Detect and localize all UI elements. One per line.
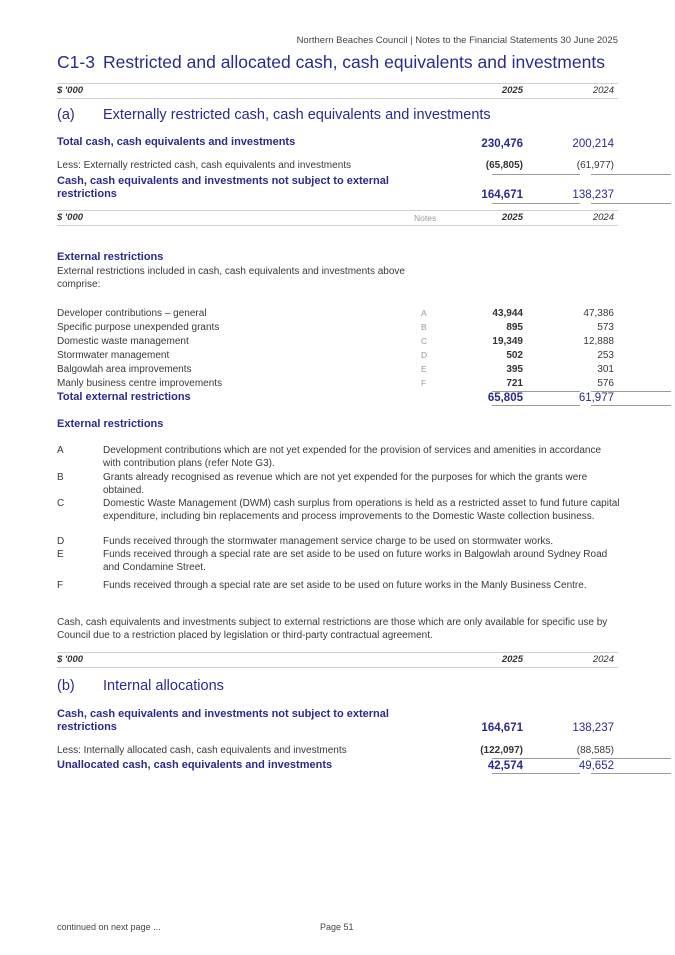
value-2025: 502 <box>506 350 523 361</box>
footnote-key: F <box>57 580 64 591</box>
footnote-text: Grants already recognised as revenue which are not yet expended for the purposes for which the grants were obtained. <box>103 472 588 496</box>
value-2024: 47,386 <box>583 308 614 319</box>
section-title: Externally restricted cash, cash equivalents and investments <box>103 107 491 123</box>
row-label: Cash, cash equivalents and investments not subject to external restrictions <box>57 708 389 733</box>
page-number: Page 51 <box>320 922 354 932</box>
note-title: Restricted and allocated cash, cash equivalents and investments <box>103 52 605 72</box>
value-2025: 164,671 <box>481 189 523 201</box>
year-prior: 2024 <box>592 654 614 665</box>
year-current: 2025 <box>501 212 523 223</box>
section-letter: (a) <box>57 107 75 123</box>
unit-label: $ '000 <box>57 654 84 665</box>
underline <box>591 758 671 759</box>
footnote-text: Funds received through a special rate are set aside to be used on future works in the Manly Business Centre. <box>103 580 587 591</box>
year-prior: 2024 <box>592 85 614 96</box>
value-2024: 49,652 <box>578 760 614 772</box>
value-2024: 138,237 <box>572 722 614 734</box>
underline <box>492 174 580 175</box>
unit-label: $ '000 <box>57 212 84 223</box>
value-2025: 43,944 <box>492 308 523 319</box>
footnotes-heading: External restrictions <box>57 418 164 430</box>
section-title: Internal allocations <box>103 678 224 694</box>
value-2024: 301 <box>597 364 614 375</box>
section-letter: (b) <box>57 678 75 694</box>
row-label: Stormwater management <box>57 350 170 361</box>
continued-note: continued on next page ... <box>57 922 161 932</box>
row-note: C <box>421 336 428 346</box>
note-number: C1-3 <box>57 52 95 72</box>
section-b-heading <box>57 678 224 694</box>
footnote-key: C <box>57 498 65 509</box>
row-label: Cash, cash equivalents and investments not subject to external restrictions <box>57 175 389 200</box>
value-2024: 200,214 <box>572 138 614 150</box>
footnote-text: Funds received through the stormwater management service charge to be used on stormwater works. <box>103 536 554 547</box>
running-header: Northern Beaches Council | Notes to the Financial Statements 30 June 2025 <box>296 35 618 46</box>
row-note: A <box>421 308 427 318</box>
notes-label: Notes <box>414 213 437 223</box>
footnote-key: B <box>57 472 64 483</box>
row-label: Total external restrictions <box>57 391 191 403</box>
section-a-heading <box>57 107 491 123</box>
row-label: Balgowlah area improvements <box>57 364 192 375</box>
footnote-text: Funds received through a special rate are set aside to be used on future works in Balgowlah around Sydney Road and Condamine Street. <box>103 549 608 573</box>
underline <box>492 203 580 204</box>
footnote-text: Domestic Waste Management (DWM) cash surplus from operations is held as a restricted asset to fund future capital expenditure, including bin replacements and process improvements to the Domestic Waste collection business. <box>103 498 620 522</box>
row-label: Domestic waste management <box>57 336 189 347</box>
value-2025: (65,805) <box>485 160 523 171</box>
value-2024: 576 <box>597 378 614 389</box>
underline <box>492 758 580 759</box>
value-2024: (61,977) <box>576 160 614 171</box>
value-2025: 230,476 <box>481 138 523 150</box>
footnote-key: D <box>57 536 65 547</box>
row-label: Unallocated cash, cash equivalents and investments <box>57 759 333 771</box>
column-header <box>57 652 618 668</box>
row-label: Developer contributions – general <box>57 308 207 319</box>
value-2024: 61,977 <box>578 392 614 404</box>
column-header <box>57 83 618 99</box>
footnote-key: E <box>57 549 64 560</box>
row-note: D <box>421 350 428 360</box>
footnote-text: Development contributions which are not yet expended for the provision of services and amenities in accordance with contribution plans (refer Note G3). <box>103 445 602 469</box>
value-2025: 65,805 <box>487 392 523 404</box>
row-note: E <box>421 364 427 374</box>
external-restrictions-intro: External restrictions included in cash, cash equivalents and investments above comprise: <box>57 266 405 290</box>
row-note: F <box>421 378 427 388</box>
underline <box>591 174 671 175</box>
year-current: 2025 <box>501 85 523 96</box>
row-label: Specific purpose unexpended grants <box>57 322 220 333</box>
underline <box>492 405 580 406</box>
unit-label: $ '000 <box>57 85 84 96</box>
year-current: 2025 <box>501 654 523 665</box>
value-2024: 12,888 <box>583 336 614 347</box>
row-label: Total cash, cash equivalents and investments <box>57 136 296 148</box>
value-2024: 253 <box>597 350 614 361</box>
value-2025: 19,349 <box>492 336 523 347</box>
row-label: Manly business centre improvements <box>57 378 223 389</box>
value-2024: (88,585) <box>576 745 614 756</box>
external-restrictions-heading: External restrictions <box>57 251 164 263</box>
year-prior: 2024 <box>592 212 614 223</box>
value-2025: 164,671 <box>481 722 523 734</box>
value-2024: 573 <box>597 322 614 333</box>
footnote-key: A <box>57 445 64 456</box>
value-2025: 721 <box>506 378 523 389</box>
page-title <box>57 52 605 73</box>
column-header <box>57 210 618 226</box>
value-2025: 42,574 <box>487 760 523 772</box>
underline <box>591 405 671 406</box>
underline <box>492 773 580 774</box>
row-label: Less: Externally restricted cash, cash equivalents and investments <box>57 160 352 171</box>
value-2025: 895 <box>506 322 523 333</box>
value-2025: (122,097) <box>480 745 523 756</box>
value-2024: 138,237 <box>572 189 614 201</box>
value-2025: 395 <box>506 364 523 375</box>
underline <box>591 203 671 204</box>
row-label: Less: Internally allocated cash, cash equivalents and investments <box>57 745 347 756</box>
row-note: B <box>421 322 427 332</box>
closing-paragraph: Cash, cash equivalents and investments subject to external restrictions are those which are only available for specific use by Council due to a restriction placed by legislation or third-party contractual agreement. <box>57 617 608 641</box>
underline <box>591 773 671 774</box>
